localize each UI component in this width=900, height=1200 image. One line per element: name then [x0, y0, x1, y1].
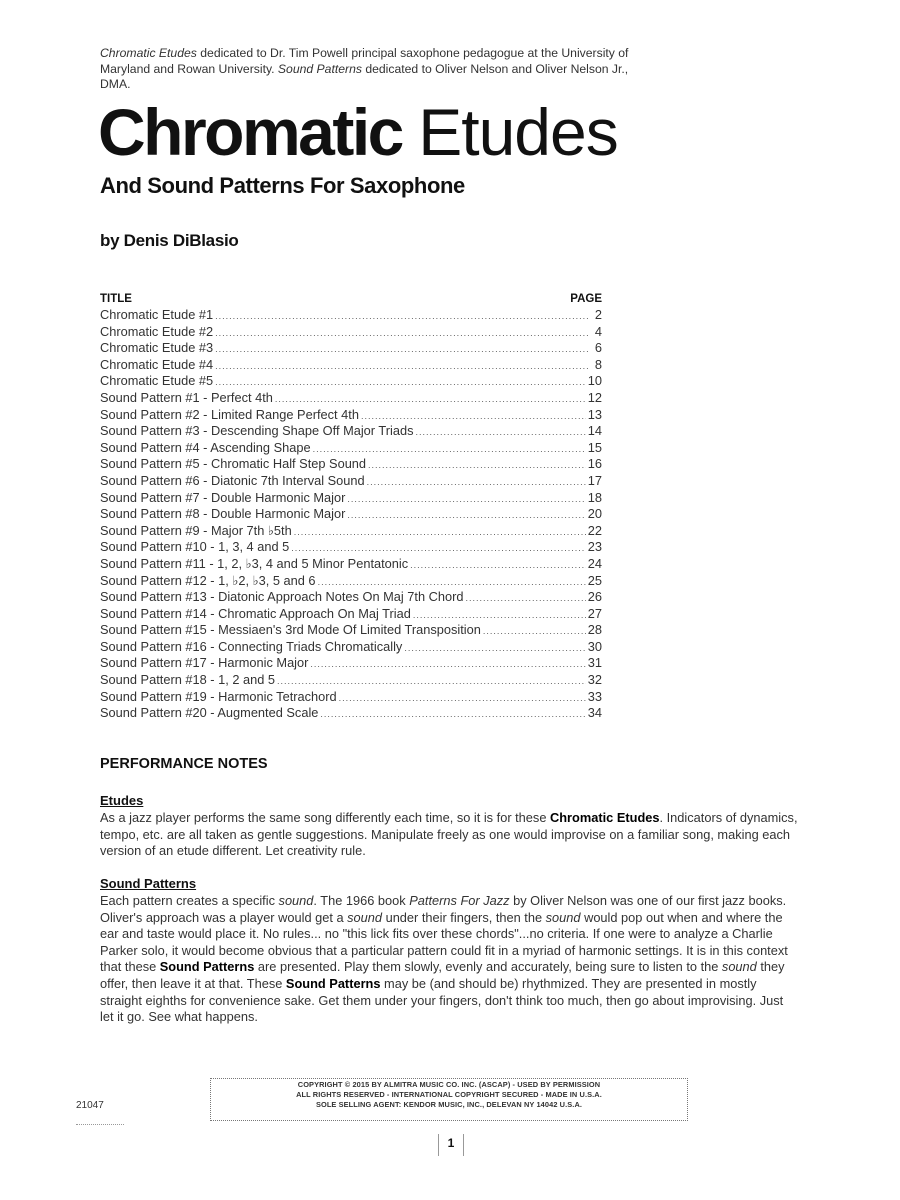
toc-entry-title: Chromatic Etude #1	[100, 307, 214, 322]
sp-text-2: . The 1966 book	[313, 893, 410, 908]
page-title	[98, 92, 618, 172]
toc-dot-leader	[347, 507, 585, 524]
sp-italic-3: sound	[347, 909, 383, 925]
toc-entry	[100, 423, 602, 440]
copyright-line-2: ALL RIGHTS RESERVED - INTERNATIONAL COPYRIGHT SECURED - MADE IN U.S.A.	[296, 1090, 602, 1099]
sp-text-8: may be (and should be) rhythmized. They are presented in mostly straight eighths for convenience sake. Get them under your fingers, don't think too much, then go about improvising. Just let it go. See what happens.	[100, 975, 784, 1025]
toc-entry-title: Sound Pattern #16 - Connecting Triads Chromatically	[100, 638, 403, 654]
sp-bold-2: Sound Patterns	[285, 975, 381, 991]
toc-entry-page: 30	[587, 638, 602, 654]
toc-entry-title: Sound Pattern #17 - Harmonic Major	[100, 655, 309, 671]
toc-dot-leader	[277, 673, 586, 690]
table-of-contents	[100, 291, 602, 722]
toc-entry-title: Sound Pattern #10 - 1, 3, 4 and 5	[100, 539, 290, 555]
page-number-box	[438, 1134, 464, 1156]
toc-dot-leader	[215, 325, 588, 342]
toc-entry-title: Sound Pattern #9 - Major 7th ♭5th	[100, 522, 292, 538]
toc-entry	[100, 490, 602, 507]
toc-entry-page: 18	[587, 489, 602, 505]
toc-dot-leader	[215, 308, 588, 325]
toc-dot-leader	[310, 656, 585, 673]
toc-entry-title: Sound Pattern #4 - Ascending Shape	[100, 439, 311, 455]
etudes-paragraph	[100, 810, 798, 860]
toc-entry	[100, 506, 602, 523]
toc-entry-title: Sound Pattern #19 - Harmonic Tetrachord	[100, 688, 337, 704]
sound-patterns-heading: Sound Patterns	[100, 876, 197, 891]
toc-dot-leader	[215, 374, 586, 391]
toc-entry	[100, 390, 602, 407]
toc-entry-title: Sound Pattern #5 - Chromatic Half Step Sound	[100, 456, 367, 472]
toc-entry-page: 17	[587, 472, 602, 488]
copyright-line-1: COPYRIGHT © 2015 BY ALMITRA MUSIC CO. INC. (ASCAP) - USED BY PERMISSION	[297, 1080, 601, 1089]
subtitle: And Sound Patterns For Saxophone	[100, 173, 465, 198]
toc-entry	[100, 440, 602, 457]
toc-entry	[100, 357, 602, 374]
toc-entry-page: 10	[587, 373, 602, 389]
sp-italic-5: sound	[721, 959, 757, 975]
sp-bold-1: Sound Patterns	[159, 959, 255, 975]
sp-text-5: would pop out when and where the ear and taste would place it. No rules... no "this lick fits over these chords"...no criteria. If one were to analyze a Charlie Parker solo, it would become obvious that a particular pattern could fit in a myriad of harmonic settings. It is in this context that these	[100, 909, 788, 975]
toc-entry-page: 13	[587, 406, 602, 422]
title-light-word: Etudes	[418, 95, 618, 169]
toc-entry-page: 14	[587, 423, 602, 439]
dedication-patterns-title: Sound Patterns	[277, 61, 362, 76]
dedication-etudes-title: Chromatic Etudes	[100, 46, 197, 60]
toc-entry-title: Sound Pattern #20 - Augmented Scale	[100, 705, 319, 721]
toc-dot-leader	[347, 491, 585, 508]
toc-dot-leader	[339, 690, 586, 707]
toc-entry-title: Sound Pattern #11 - 1, 2, ♭3, 4 and 5 Minor Pentatonic	[100, 555, 409, 571]
page-number: 1	[447, 1136, 455, 1150]
toc-dot-leader	[313, 441, 586, 458]
toc-entry-title: Sound Pattern #7 - Double Harmonic Major	[100, 489, 346, 505]
toc-dot-leader	[320, 706, 585, 723]
toc-entry	[100, 340, 602, 357]
etudes-text-b: . Indicators of dynamics, tempo, etc. are all taken as gentle suggestions. Manipulate freely as one would improvise on a familiar song, making each version of an etude different. Let creativity rule.	[100, 810, 798, 859]
toc-entry-title: Sound Pattern #13 - Diatonic Approach Notes On Maj 7th Chord	[100, 589, 464, 605]
toc-dot-leader	[415, 424, 585, 441]
toc-entry-title: Chromatic Etude #5	[100, 373, 214, 389]
toc-dot-leader	[215, 358, 588, 375]
toc-entry-page: 32	[587, 672, 602, 688]
sp-text-4: under their fingers, then the	[382, 909, 546, 925]
toc-entry-page: 6	[594, 340, 602, 356]
toc-entry	[100, 373, 602, 390]
toc-entry	[100, 539, 602, 556]
toc-entry-page: 24	[587, 555, 602, 571]
toc-entry-page: 27	[587, 605, 602, 621]
toc-entry-title: Sound Pattern #2 - Limited Range Perfect 4th	[100, 406, 359, 422]
toc-entry-page: 16	[587, 456, 602, 472]
etudes-bold-title: Chromatic Etudes	[550, 810, 660, 825]
toc-dot-leader	[367, 474, 586, 491]
toc-entry	[100, 606, 602, 623]
copyright-line-3: SOLE SELLING AGENT: KENDOR MUSIC, INC., DELEVAN NY 14042 U.S.A.	[315, 1100, 583, 1109]
etudes-heading: Etudes	[100, 793, 144, 808]
toc-entry-page: 15	[587, 439, 602, 455]
toc-entry-title: Sound Pattern #1 - Perfect 4th	[100, 389, 273, 405]
toc-entry-title: Chromatic Etude #2	[100, 323, 214, 339]
job-number: 21047	[76, 1100, 104, 1111]
toc-header	[100, 291, 602, 307]
toc-entry	[100, 639, 602, 656]
performance-notes-heading: PERFORMANCE NOTES	[100, 756, 268, 772]
toc-entry	[100, 705, 602, 722]
toc-dot-leader	[275, 391, 586, 408]
toc-entry-page: 4	[594, 323, 602, 339]
toc-entry-page: 34	[587, 705, 602, 721]
toc-dot-leader	[413, 607, 586, 624]
toc-entry-page: 26	[587, 589, 602, 605]
toc-entry-page: 31	[587, 655, 602, 671]
toc-entry	[100, 655, 602, 672]
toc-entry	[100, 456, 602, 473]
sp-italic-4: sound	[545, 909, 581, 925]
dedication-text-1: dedicated to Dr. Tim Powell principal saxophone pedagogue at the University of Maryland and Rowan University.	[100, 46, 629, 76]
toc-dot-leader	[368, 457, 586, 474]
etudes-text-a: As a jazz player performs the same song differently each time, so it is for these	[100, 810, 550, 825]
toc-entries	[100, 307, 602, 722]
toc-entry-title: Sound Pattern #6 - Diatonic 7th Interval Sound	[100, 472, 365, 488]
toc-dot-leader	[318, 574, 586, 591]
toc-entry	[100, 672, 602, 689]
toc-entry-page: 12	[587, 389, 602, 405]
copyright-notice	[210, 1078, 688, 1121]
toc-entry-page: 23	[587, 539, 602, 555]
toc-dot-leader	[294, 524, 586, 541]
toc-entry-page: 20	[587, 506, 602, 522]
toc-entry	[100, 556, 602, 573]
toc-entry	[100, 473, 602, 490]
toc-entry-title: Sound Pattern #15 - Messiaen's 3rd Mode Of Limited Transposition	[100, 622, 481, 638]
toc-entry-page: 2	[594, 307, 602, 322]
sp-italic-1: sound	[278, 893, 314, 908]
toc-entry	[100, 307, 602, 324]
toc-entry-page: 22	[587, 522, 602, 538]
toc-dot-leader	[215, 341, 588, 358]
toc-entry	[100, 622, 602, 639]
dedication-text-2: dedicated to Oliver Nelson and Oliver Nelson Jr., DMA.	[100, 61, 629, 91]
toc-entry-title: Chromatic Etude #3	[100, 340, 214, 356]
toc-entry	[100, 324, 602, 341]
job-number-rule	[76, 1124, 124, 1125]
sp-italic-2: Patterns For Jazz	[409, 893, 510, 908]
toc-dot-leader	[410, 557, 586, 574]
toc-entry	[100, 589, 602, 606]
toc-dot-leader	[291, 540, 586, 557]
dedication	[100, 46, 660, 93]
toc-page-header: PAGE	[570, 293, 602, 305]
toc-entry-page: 33	[587, 688, 602, 704]
toc-entry-title: Sound Pattern #12 - 1, ♭2, ♭3, 5 and 6	[100, 572, 316, 588]
sound-patterns-paragraph	[100, 893, 798, 1026]
toc-entry-title: Chromatic Etude #4	[100, 356, 214, 372]
toc-entry	[100, 689, 602, 706]
toc-entry-page: 25	[587, 572, 602, 588]
toc-dot-leader	[361, 408, 586, 425]
toc-entry	[100, 407, 602, 424]
author: by Denis DiBlasio	[100, 231, 239, 250]
toc-title-header: TITLE	[100, 293, 132, 305]
title-bold-word: Chromatic	[98, 95, 402, 169]
toc-dot-leader	[483, 623, 586, 640]
sp-text-1: Each pattern creates a specific	[100, 893, 279, 908]
toc-entry-title: Sound Pattern #18 - 1, 2 and 5	[100, 672, 276, 688]
sp-text-7: they offer, then leave it at that. These	[100, 959, 785, 991]
toc-entry-title: Sound Pattern #3 - Descending Shape Off Major Triads	[100, 423, 414, 439]
toc-entry	[100, 523, 602, 540]
toc-entry-title: Sound Pattern #8 - Double Harmonic Major	[100, 506, 346, 522]
toc-entry	[100, 573, 602, 590]
sp-text-3: by Oliver Nelson was one of our first jazz books. Oliver's approach was a player would get a	[100, 893, 787, 925]
sp-text-6: are presented. Play them slowly, evenly and accurately, being sure to listen to the	[254, 959, 722, 975]
toc-dot-leader	[466, 590, 586, 607]
toc-entry-page: 8	[594, 356, 602, 372]
toc-entry-title: Sound Pattern #14 - Chromatic Approach On Maj Triad	[100, 605, 411, 621]
toc-entry-page: 28	[587, 622, 602, 638]
toc-dot-leader	[404, 640, 585, 657]
